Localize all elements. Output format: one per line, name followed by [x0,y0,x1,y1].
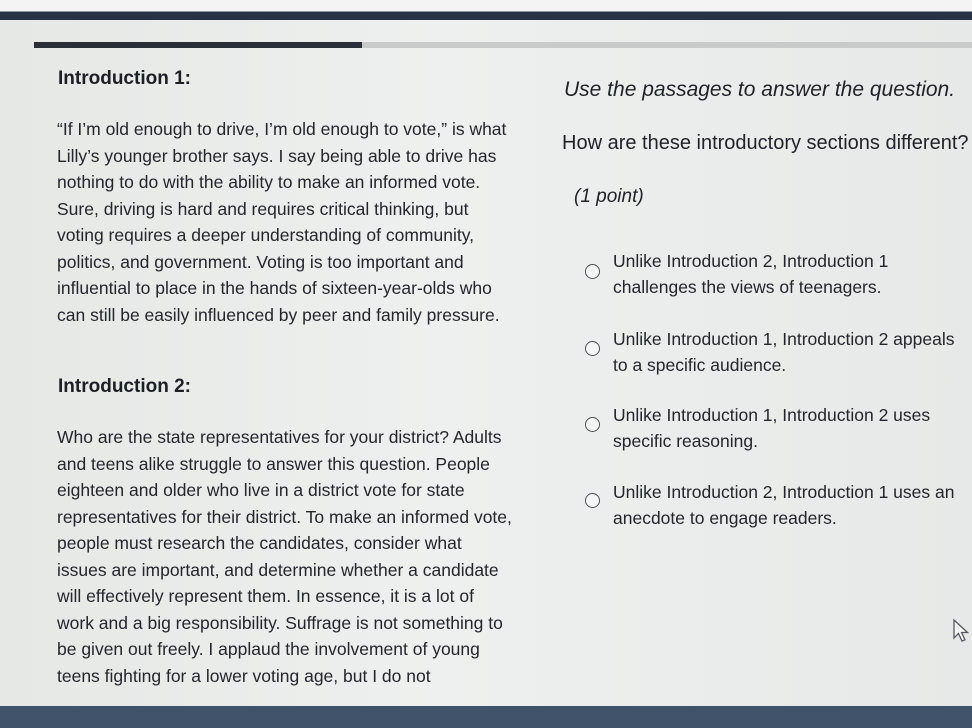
question-points: (1 point) [574,186,644,207]
bottom-bar [0,706,972,728]
answer-option-label: Unlike Introduction 2, Introduction 1 challenges the views of teenagers. [613,251,889,297]
radio-button[interactable] [585,341,600,356]
answer-option-label: Unlike Introduction 2, Introduction 1 uses an anecdote to engage readers. [613,482,955,528]
browser-top-bar [0,0,972,20]
answer-option-label: Unlike Introduction 1, Introduction 2 uses specific reasoning. [613,405,931,451]
radio-button[interactable] [585,417,600,432]
mouse-pointer-icon [952,618,970,644]
progress-bar [34,42,972,48]
radio-button[interactable] [585,264,600,279]
passage-1-heading: Introduction 1: [58,68,191,89]
progress-bar-fill [34,42,362,48]
passage-2-text: Who are the state representatives for your district? Adults and teens alike struggle to answer this question. People eighteen and older who live in a district vote for state representatives for their district. To make an informed vote, people must research the candidates, consider what issues are important, and determine whether a candidate will effectively represent them. In essence, it is a lot of work and a big responsibility. Suffrage is not something to be given out freely. I applaud the involvement of young teens fighting for a lower voting age, but I do not [57,427,512,686]
passage-1-text: “If I’m old enough to drive, I’m old enough to vote,” is what Lilly’s younger brother says. I say being able to drive has nothing to do with the ability to make an informed vote. Sure, driving is hard and requires critical thinking, but voting requires a deeper understanding of community, politics, and government. Voting is too important and influential to place in the hands of sixteen-year-olds who can still be easily influenced by peer and family pressure. [57,119,507,325]
question-prompt: How are these introductory sections different? [562,132,969,154]
radio-button[interactable] [585,493,600,508]
passage-2-heading: Introduction 2: [58,376,191,397]
question-instructions: Use the passages to answer the question. [564,78,956,101]
answer-option-label: Unlike Introduction 1, Introduction 2 appeals to a specific audience. [613,329,955,375]
